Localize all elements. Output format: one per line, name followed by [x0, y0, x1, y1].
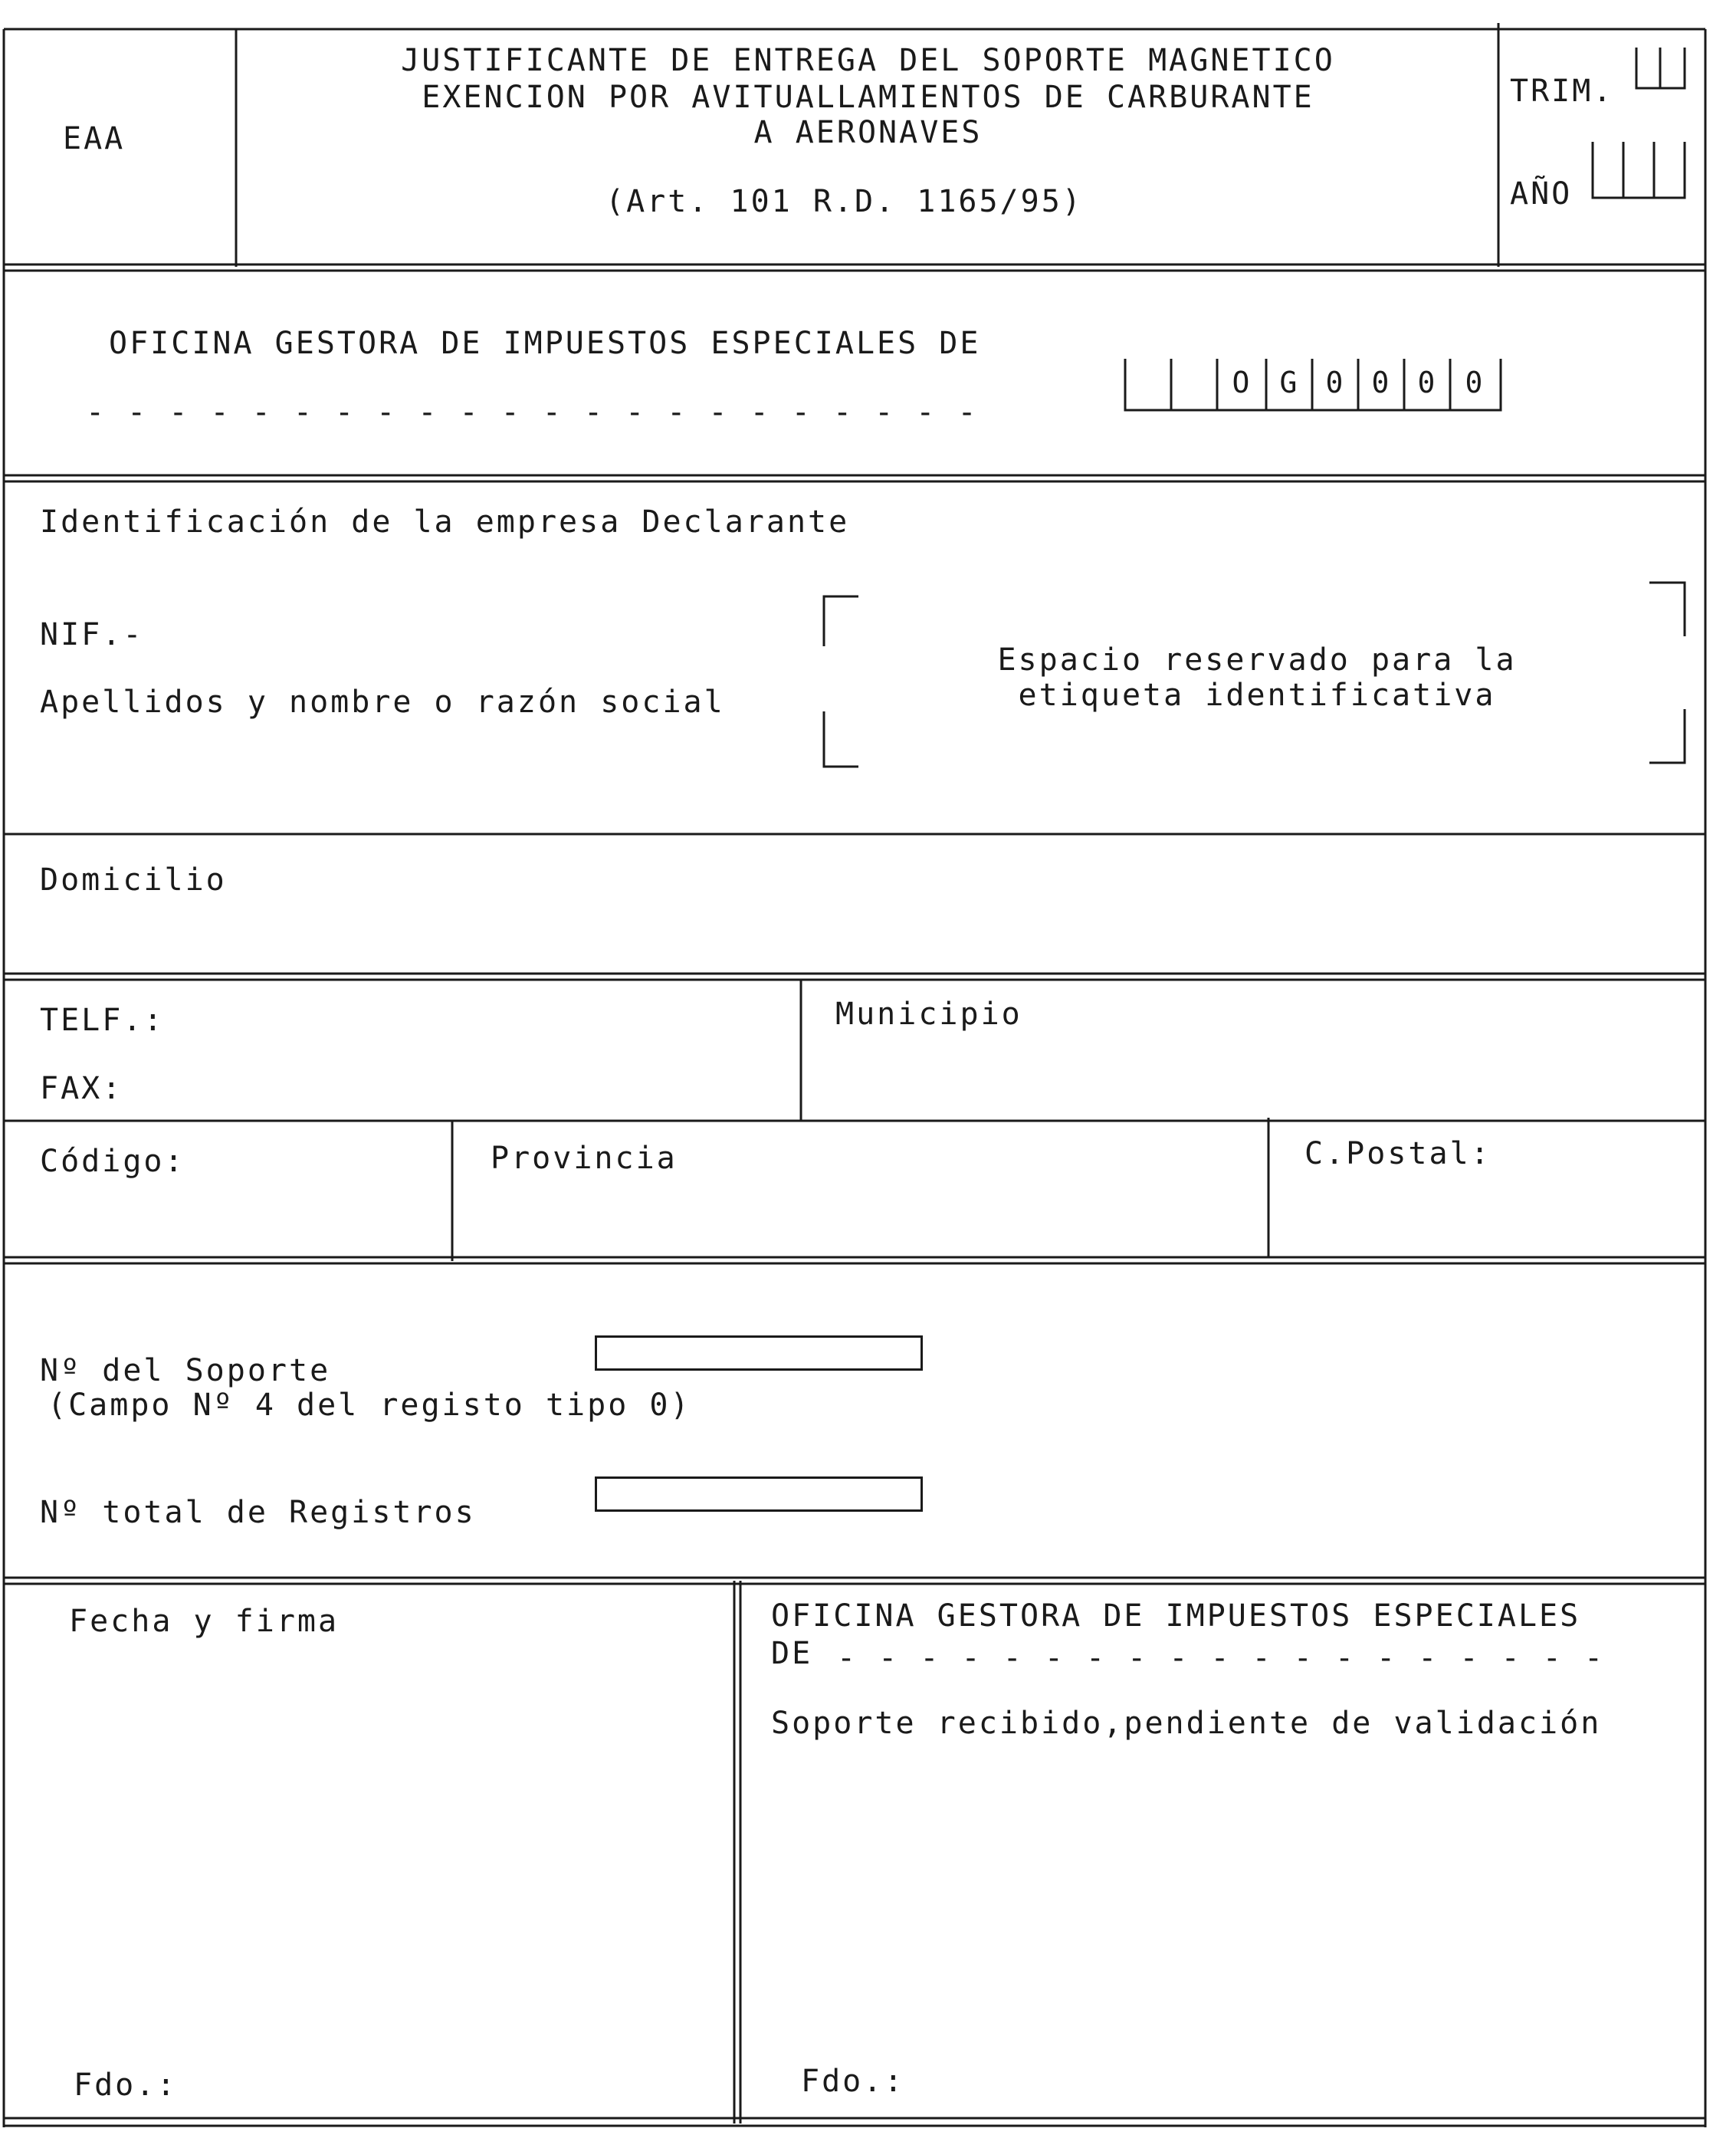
recepcion-fdo-label: Fdo.:: [801, 2064, 905, 2099]
oficina-recepcion-dashline[interactable]: - - - - - - - - - - - - - - - - - - -: [837, 1641, 1606, 1676]
form-title-line-2: EXENCION POR AVITUALLAMIENTOS DE CARBURANTE: [422, 80, 1314, 115]
numero-soporte-sublabel: (Campo Nº 4 del registo tipo 0): [48, 1388, 691, 1423]
municipio-field[interactable]: [803, 1035, 1703, 1118]
oficina-code-slot-4: G: [1279, 366, 1298, 399]
numero-soporte-label: Nº del Soporte: [40, 1353, 331, 1388]
total-registros-input[interactable]: [595, 1476, 923, 1512]
oficina-label: OFICINA GESTORA DE IMPUESTOS ESPECIALES DE: [109, 326, 981, 361]
trim-label: TRIM.: [1510, 74, 1614, 109]
form-code: EAA: [63, 121, 126, 156]
cpostal-label: C.Postal:: [1304, 1136, 1492, 1171]
trim-input-boxes[interactable]: [1636, 48, 1685, 88]
provincia-label: Provincia: [491, 1141, 678, 1176]
fax-label: FAX:: [40, 1071, 123, 1106]
form-title-line-3: A AERONAVES: [753, 115, 983, 150]
domicilio-field[interactable]: [6, 905, 1703, 971]
firma-fdo-label: Fdo.:: [74, 2068, 178, 2103]
oficina-code-slot-5: 0: [1325, 366, 1344, 399]
anio-input-boxes[interactable]: [1593, 142, 1685, 198]
legal-reference: (Art. 101 R.D. 1165/95): [605, 184, 1083, 219]
oficina-code-slot-7: 0: [1417, 366, 1436, 399]
oficina-code-slot-6: 0: [1371, 366, 1390, 399]
identificacion-title: Identificación de la empresa Declarante: [40, 504, 850, 540]
oficina-name-dashline[interactable]: - - - - - - - - - - - - - - - - - - - - - -: [86, 395, 979, 430]
etiqueta-text-line-2: etiqueta identificativa: [1018, 678, 1496, 713]
municipio-label: Municipio: [835, 997, 1022, 1032]
fecha-firma-label: Fecha y firma: [69, 1604, 340, 1639]
oficina-code-slot-3: O: [1232, 366, 1250, 399]
codigo-label: Código:: [40, 1144, 185, 1179]
etiqueta-reserved-area: [824, 583, 1685, 767]
oficina-recepcion-de: DE: [771, 1636, 813, 1671]
telf-label: TELF.:: [40, 1003, 165, 1038]
form-title-line-1: JUSTIFICANTE DE ENTREGA DEL SOPORTE MAGNETICO: [401, 43, 1335, 78]
soporte-status-text: Soporte recibido,pendiente de validación: [771, 1706, 1602, 1741]
anio-label: AÑO: [1510, 176, 1573, 212]
total-registros-label: Nº total de Registros: [40, 1495, 476, 1530]
firma-area[interactable]: [8, 1648, 731, 2062]
numero-soporte-input[interactable]: [595, 1335, 923, 1371]
nombre-label: Apellidos y nombre o razón social: [40, 685, 725, 720]
oficina-code-slot-8: 0: [1465, 366, 1483, 399]
nif-label: NIF.-: [40, 617, 144, 652]
etiqueta-text-line-1: Espacio reservado para la: [997, 642, 1517, 678]
oficina-recepcion-line-1: OFICINA GESTORA DE IMPUESTOS ESPECIALES: [771, 1598, 1581, 1634]
domicilio-label: Domicilio: [40, 862, 227, 898]
